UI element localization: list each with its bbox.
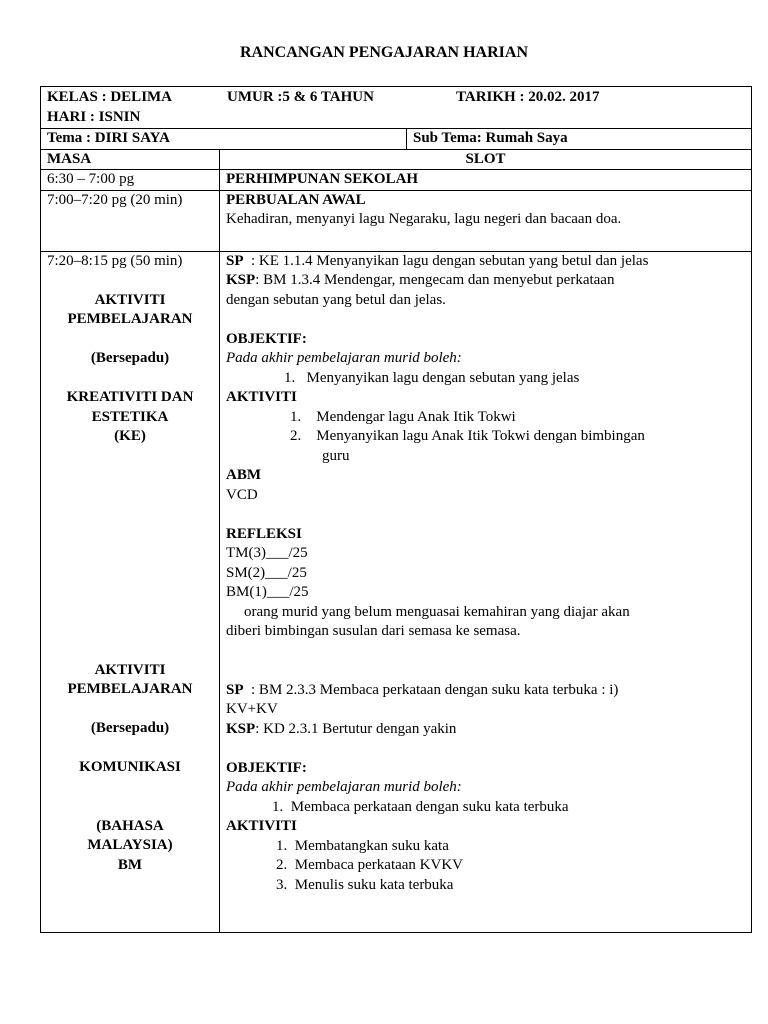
header-row: [41, 87, 752, 129]
activity-detail-cell: [220, 251, 752, 932]
list-item: 1. Menyanyikan lagu dengan sebutan yang jelas: [284, 369, 580, 386]
slot-header: SLOT: [220, 149, 752, 170]
objektif-intro: Pada akhir pembelajaran murid boleh:: [226, 779, 462, 795]
refleksi-note: diberi bimbingan susulan dari semasa ke semasa.: [226, 623, 521, 639]
perbualan-text: Kehadiran, menyanyi lagu Negaraku, lagu negeri dan bacaan doa.: [226, 211, 622, 227]
umur: UMUR :5 & 6 TAHUN: [227, 89, 374, 105]
aktiviti-heading: AKTIVITI: [226, 818, 297, 834]
bersepadu-label: (Bersepadu): [90, 720, 170, 736]
bersepadu-label: (Bersepadu): [90, 350, 170, 366]
refleksi-note: orang murid yang belum menguasai kemahiran yang diajar akan: [244, 603, 630, 620]
refleksi-item: TM(3)___/25: [226, 545, 308, 561]
ke-sp: SP : KE 1.1.4 Menyanyikan lagu dengan sebutan yang betul dan jelas: [226, 252, 649, 269]
ke-label: ESTETIKA: [91, 408, 169, 425]
kelas: KELAS : DELIMA: [47, 89, 173, 105]
list-item: 1. Membaca perkataan dengan suku kata terbuka: [272, 798, 569, 815]
bm-label: (BAHASA: [96, 817, 164, 834]
bm-ksp: KSP: KD 2.3.1 Bertutur dengan yakin: [226, 720, 457, 737]
objektif-heading: OBJEKTIF:: [226, 759, 307, 776]
ke-label: (KE): [114, 428, 146, 444]
abm-text: VCD: [226, 486, 258, 503]
list-item-cont: guru: [322, 447, 350, 464]
list-item: 3. Menulis suku kata terbuka: [276, 876, 454, 893]
time-cell: 6:30 – 7:00 pg: [41, 170, 220, 191]
bm-sp-cont: KV+KV: [226, 701, 278, 717]
abm-heading: ABM: [226, 467, 261, 483]
tema-row: [41, 129, 752, 150]
lesson-plan-table: [40, 86, 752, 933]
aktiviti-heading: AKTIVITI: [226, 389, 297, 405]
slot-cell: PERHIMPUNAN SEKOLAH: [220, 170, 752, 191]
pembelajaran-label: PEMBELAJARAN: [67, 681, 193, 697]
column-header-row: [41, 149, 752, 170]
aktiviti-label: AKTIVITI: [94, 291, 166, 308]
sub-tema: Sub Tema: Rumah Saya: [407, 129, 752, 150]
ke-label: KREATIVITI DAN: [66, 389, 194, 405]
page-title: RANCANGAN PENGAJARAN HARIAN: [240, 44, 528, 61]
list-item: 2. Membaca perkataan KVKV: [276, 857, 464, 873]
masa-header: MASA: [41, 149, 220, 170]
refleksi-heading: REFLEKSI: [226, 525, 302, 542]
aktiviti-label: AKTIVITI: [94, 661, 166, 678]
hari: HARI : ISNIN: [47, 108, 141, 125]
ke-ksp: KSP: BM 1.3.4 Mendengar, mengecam dan menyebut perkataan: [226, 272, 615, 288]
komunikasi-label: KOMUNIKASI: [79, 759, 181, 775]
bm-label: BM: [117, 856, 143, 873]
table-row: [41, 190, 752, 251]
refleksi-item: BM(1)___/25: [226, 584, 309, 600]
bm-sp: SP : BM 2.3.3 Membaca perkataan dengan suku kata terbuka : i): [226, 681, 619, 698]
refleksi-item: SM(2)___/25: [226, 564, 307, 581]
tarikh: TARIKH : 20.02. 2017: [456, 89, 600, 105]
list-item: 1. Mendengar lagu Anak Itik Tokwi: [290, 408, 516, 425]
table-row: [41, 170, 752, 191]
ke-ksp-cont: dengan sebutan yang betul dan jelas.: [226, 291, 446, 308]
table-row: [41, 251, 752, 932]
list-item: 1. Membatangkan suku kata: [276, 837, 449, 854]
time-cell: 7:20–8:15 pg (50 min): [47, 252, 183, 269]
bm-label: MALAYSIA): [87, 837, 173, 853]
objektif-heading: OBJEKTIF:: [226, 330, 307, 347]
time-cell: 7:00–7:20 pg (20 min): [41, 190, 220, 251]
activity-label-cell: [41, 251, 220, 932]
pembelajaran-label: PEMBELAJARAN: [67, 311, 193, 327]
list-item: 2. Menyanyikan lagu Anak Itik Tokwi dengan bimbingan: [290, 428, 645, 444]
slot-cell: [220, 190, 752, 251]
perbualan-title: PERBUALAN AWAL: [226, 191, 366, 208]
tema: Tema : DIRI SAYA: [41, 129, 407, 150]
objektif-intro: Pada akhir pembelajaran murid boleh:: [226, 350, 462, 366]
